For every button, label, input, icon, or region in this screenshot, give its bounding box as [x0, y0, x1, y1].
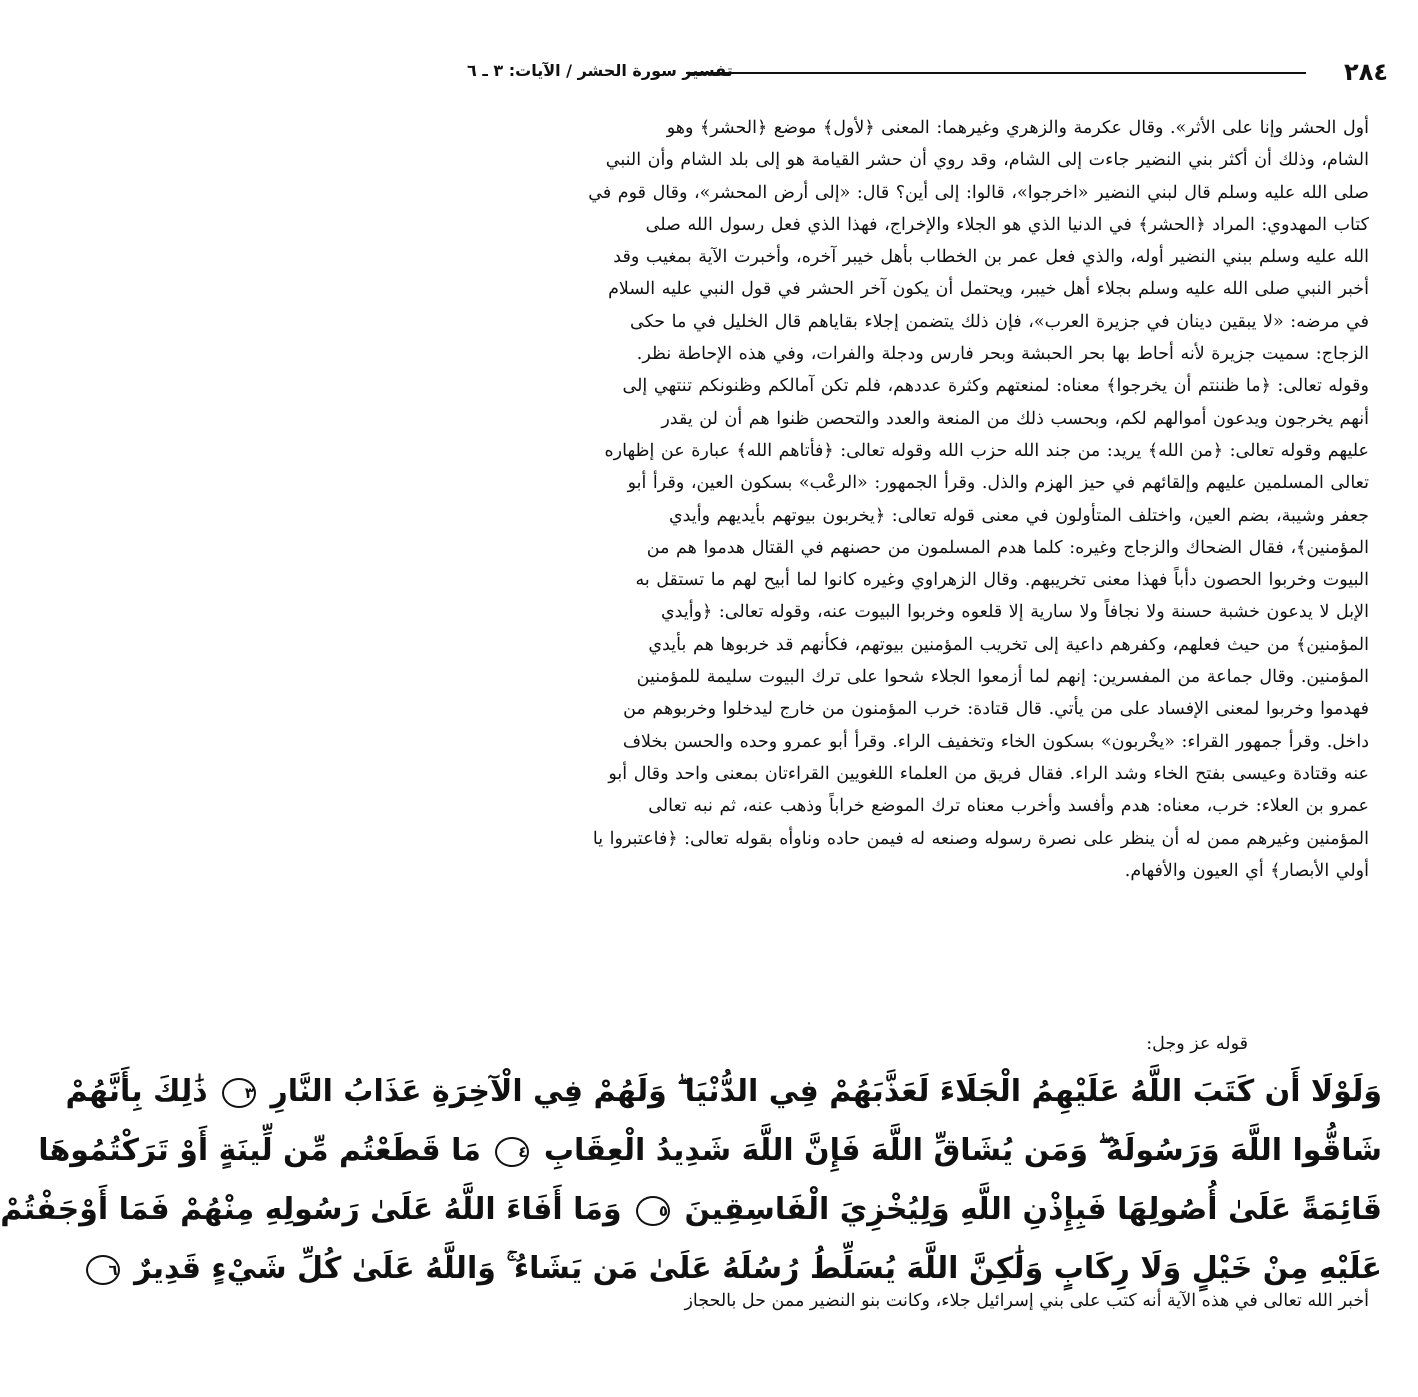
page-header: [461, 58, 1396, 88]
text-line: وقوله تعالى: ﴿ما ظننتم أن يخرجوا﴾ معناه: لمنعتهم وكثرة عددهم، فلم تكن آمالكم وظنونكم تنتهي إلى: [622, 376, 1369, 397]
ayah-number-icon: ٤: [495, 1137, 529, 1167]
text-line: عليهم وقوله تعالى: ﴿من الله﴾ يريد: من جند الله حزب الله وقوله تعالى: ﴿فأتاهم الله﴾ عبارة عن إظهاره: [604, 440, 1369, 461]
text-line: الزجاج: سميت جزيرة لأنه أحاط بها بحر الحبشة وبحر فارس ودجلة والفرات، وفي هذه الإحاطة نظر.: [636, 344, 1369, 365]
verse-text: عَلَيْهِ مِنْ خَيْلٍ وَلَا رِكَابٍ وَلَٰكِنَّ اللَّهَ يُسَلِّطُ رُسُلَهُ عَلَىٰ مَن يَشَاءُ ۚ وَاللَّهُ عَلَىٰ كُلِّ شَيْءٍ قَدِيرٌ: [134, 1251, 1382, 1286]
commentary-text: [489, 112, 1369, 887]
verse-line: [38, 1121, 1382, 1180]
verse-text: شَاقُّوا اللَّهَ وَرَسُولَهُ ۖ وَمَن يُشَاقِّ اللَّهَ فَإِنَّ اللَّهَ شَدِيدُ الْعِقَابِ: [543, 1133, 1382, 1168]
text-line: الشام، وذلك أن أكثر بني النضير جاءت إلى الشام، وقد روي أن حشر القيامة هو إلى بلد الشام وأن النبي: [605, 150, 1369, 171]
text-line: في مرضه: «لا يبقين دينان في جزيرة العرب»، فإن ذلك يتضمن إجلاء بقاياهم قال الخليل في ما حكى: [630, 311, 1369, 332]
text-line: الله عليه وسلم ببني النضير أوله، والذي فعل عمر بن الخطاب بأهل خيبر آخره، وأخبرت الآية بمغيب وقد: [613, 247, 1369, 268]
text-line: كتاب المهدوي: المراد ﴿الحشر﴾ في الدنيا الذي هو الجلاء والإخراج، فهذا الذي فعل رسول الله صلى: [645, 214, 1369, 235]
verse-line: [0, 1180, 1382, 1239]
ayah-number-icon: ٣: [222, 1078, 256, 1108]
ayah-number-icon: ٦: [86, 1255, 120, 1285]
text-line: داخل. وقرأ جمهور القراء: «يخْربون» بسكون الخاء وتخفيف الراء. وقرأ أبو عمرو وحده والحسن بخلاف: [622, 731, 1369, 752]
text-line: عنه وقتادة وعيسى بفتح الخاء وشد الراء. فقال فريق من العلماء اللغويين القراءتان بمعنى واحد وقال أبو: [608, 763, 1369, 784]
verse-text: ذَٰلِكَ بِأَنَّهُمْ: [65, 1074, 208, 1109]
verse-line: [65, 1062, 1382, 1121]
verse-text: وَلَوْلَا أَن كَتَبَ اللَّهُ عَلَيْهِمُ الْجَلَاءَ لَعَذَّبَهُمْ فِي الدُّنْيَا ۖ وَلَهُمْ فِي الْآخِرَةِ عَذَابُ النَّارِ: [270, 1074, 1382, 1109]
text-line: المؤمنين وغيرهم ممن له أن ينظر على نصرة رسوله وصنعه له فيمن حاده وناوأه بقوله تعالى: ﴿فاعتبروا يا: [592, 828, 1369, 849]
page-number: ٢٨٤: [1344, 58, 1388, 86]
text-line: أول الحشر وإنا على الأثر». وقال عكرمة والزهري وغيرهما: المعنى ﴿لأول﴾ موضع ﴿الحشر﴾ وهو: [666, 118, 1369, 138]
text-line: البيوت وخربوا الحصون دأباً فهذا معنى تخريبهم. وقال الزهراوي وغيره كانوا لما أبيح لهم ما تستقل به: [635, 570, 1369, 591]
verse-intro: قوله عز وجل:: [1146, 1034, 1248, 1054]
text-line: المؤمنين. وقال جماعة من المفسرين: إنهم لما أزمعوا الجلاء شحوا على ترك البيوت سليمة للمؤمنين: [636, 667, 1369, 688]
running-title: تفسير سورة الحشر / الآيات: ٣ ـ ٦: [467, 61, 733, 80]
text-line: عمرو بن العلاء: خرب، معناه: هدم وأفسد وأخرب معناه ترك الموضع خراباً وذهب عنه، ثم نبه تعالى: [648, 796, 1369, 817]
continuation-text: أخبر الله تعالى في هذه الآية أنه كتب على بني إسرائيل جلاء، وكانت بنو النضير ممن حل بالحجاز: [684, 1291, 1369, 1311]
text-line: المؤمنين﴾، فقال الضحاك والزجاج وغيره: كلما هدم المسلمون من حصنهم في القتال هدموا هم من: [646, 537, 1369, 558]
verse-text: وَمَا أَفَاءَ اللَّهُ عَلَىٰ رَسُولِهِ مِنْهُمْ فَمَا أَوْجَفْتُمْ: [0, 1192, 622, 1227]
text-line: أخبر النبي صلى الله عليه وسلم بجلاء أهل خيبر، ويحتمل أن يكون آخر الحشر في قول النبي عليه السلام: [608, 279, 1369, 300]
verse-text: مَا قَطَعْتُم مِّن لِّينَةٍ أَوْ تَرَكْتُمُوهَا: [38, 1133, 481, 1168]
text-line: صلى الله عليه وسلم قال لبني النضير «اخرجوا»، قالوا: إلى أين؟ قال: «إلى أرض المحشر»، وقال قوم في: [588, 182, 1369, 203]
verse-line: [108, 1239, 1382, 1298]
ayah-number-icon: ٥: [636, 1196, 670, 1226]
header-rule: [686, 72, 1306, 74]
text-line: فهدموا وخربوا لمعنى الإفساد على من يأتي. قال قتادة: خرب المؤمنون من خارج ليدخلوا وخربوهم من: [623, 699, 1369, 720]
text-line: أولي الأبصار﴾ أي العيون والأفهام.: [1124, 860, 1369, 881]
text-line: تعالى المسلمين عليهم وإلقائهم في حيز الهزم والذل. وقرأ الجمهور: «الرعْب» بسكون العين، وقرأ أبو: [627, 473, 1369, 494]
verse-text: قَائِمَةً عَلَىٰ أُصُولِهَا فَبِإِذْنِ اللَّهِ وَلِيُخْزِيَ الْفَاسِقِينَ: [684, 1192, 1382, 1227]
text-line: الإبل لا يدعون خشبة حسنة ولا نجافاً ولا سارية إلا قلعوه وخربوا البيوت عنه، وقوله تعالى: ﴿وأيدي: [660, 602, 1369, 623]
text-line: المؤمنين﴾ من حيث فعلهم، وكفرهم داعية إلى تخريب المؤمنين بيوتهم، فكأنهم قد خربوها هم بأيدي: [648, 634, 1369, 655]
quran-verses: [0, 1062, 1382, 1298]
text-line: أنهم يخرجون ويدعون أموالهم لكم، وبحسب ذلك من المنعة والعدد والتحصن ظنوا هم أن لن يقدر: [661, 408, 1369, 429]
text-line: جعفر وشيبة، بضم العين، واختلف المتأولون في معنى قوله تعالى: ﴿يخربون بيوتهم بأيديهم وأيدي: [668, 505, 1369, 526]
